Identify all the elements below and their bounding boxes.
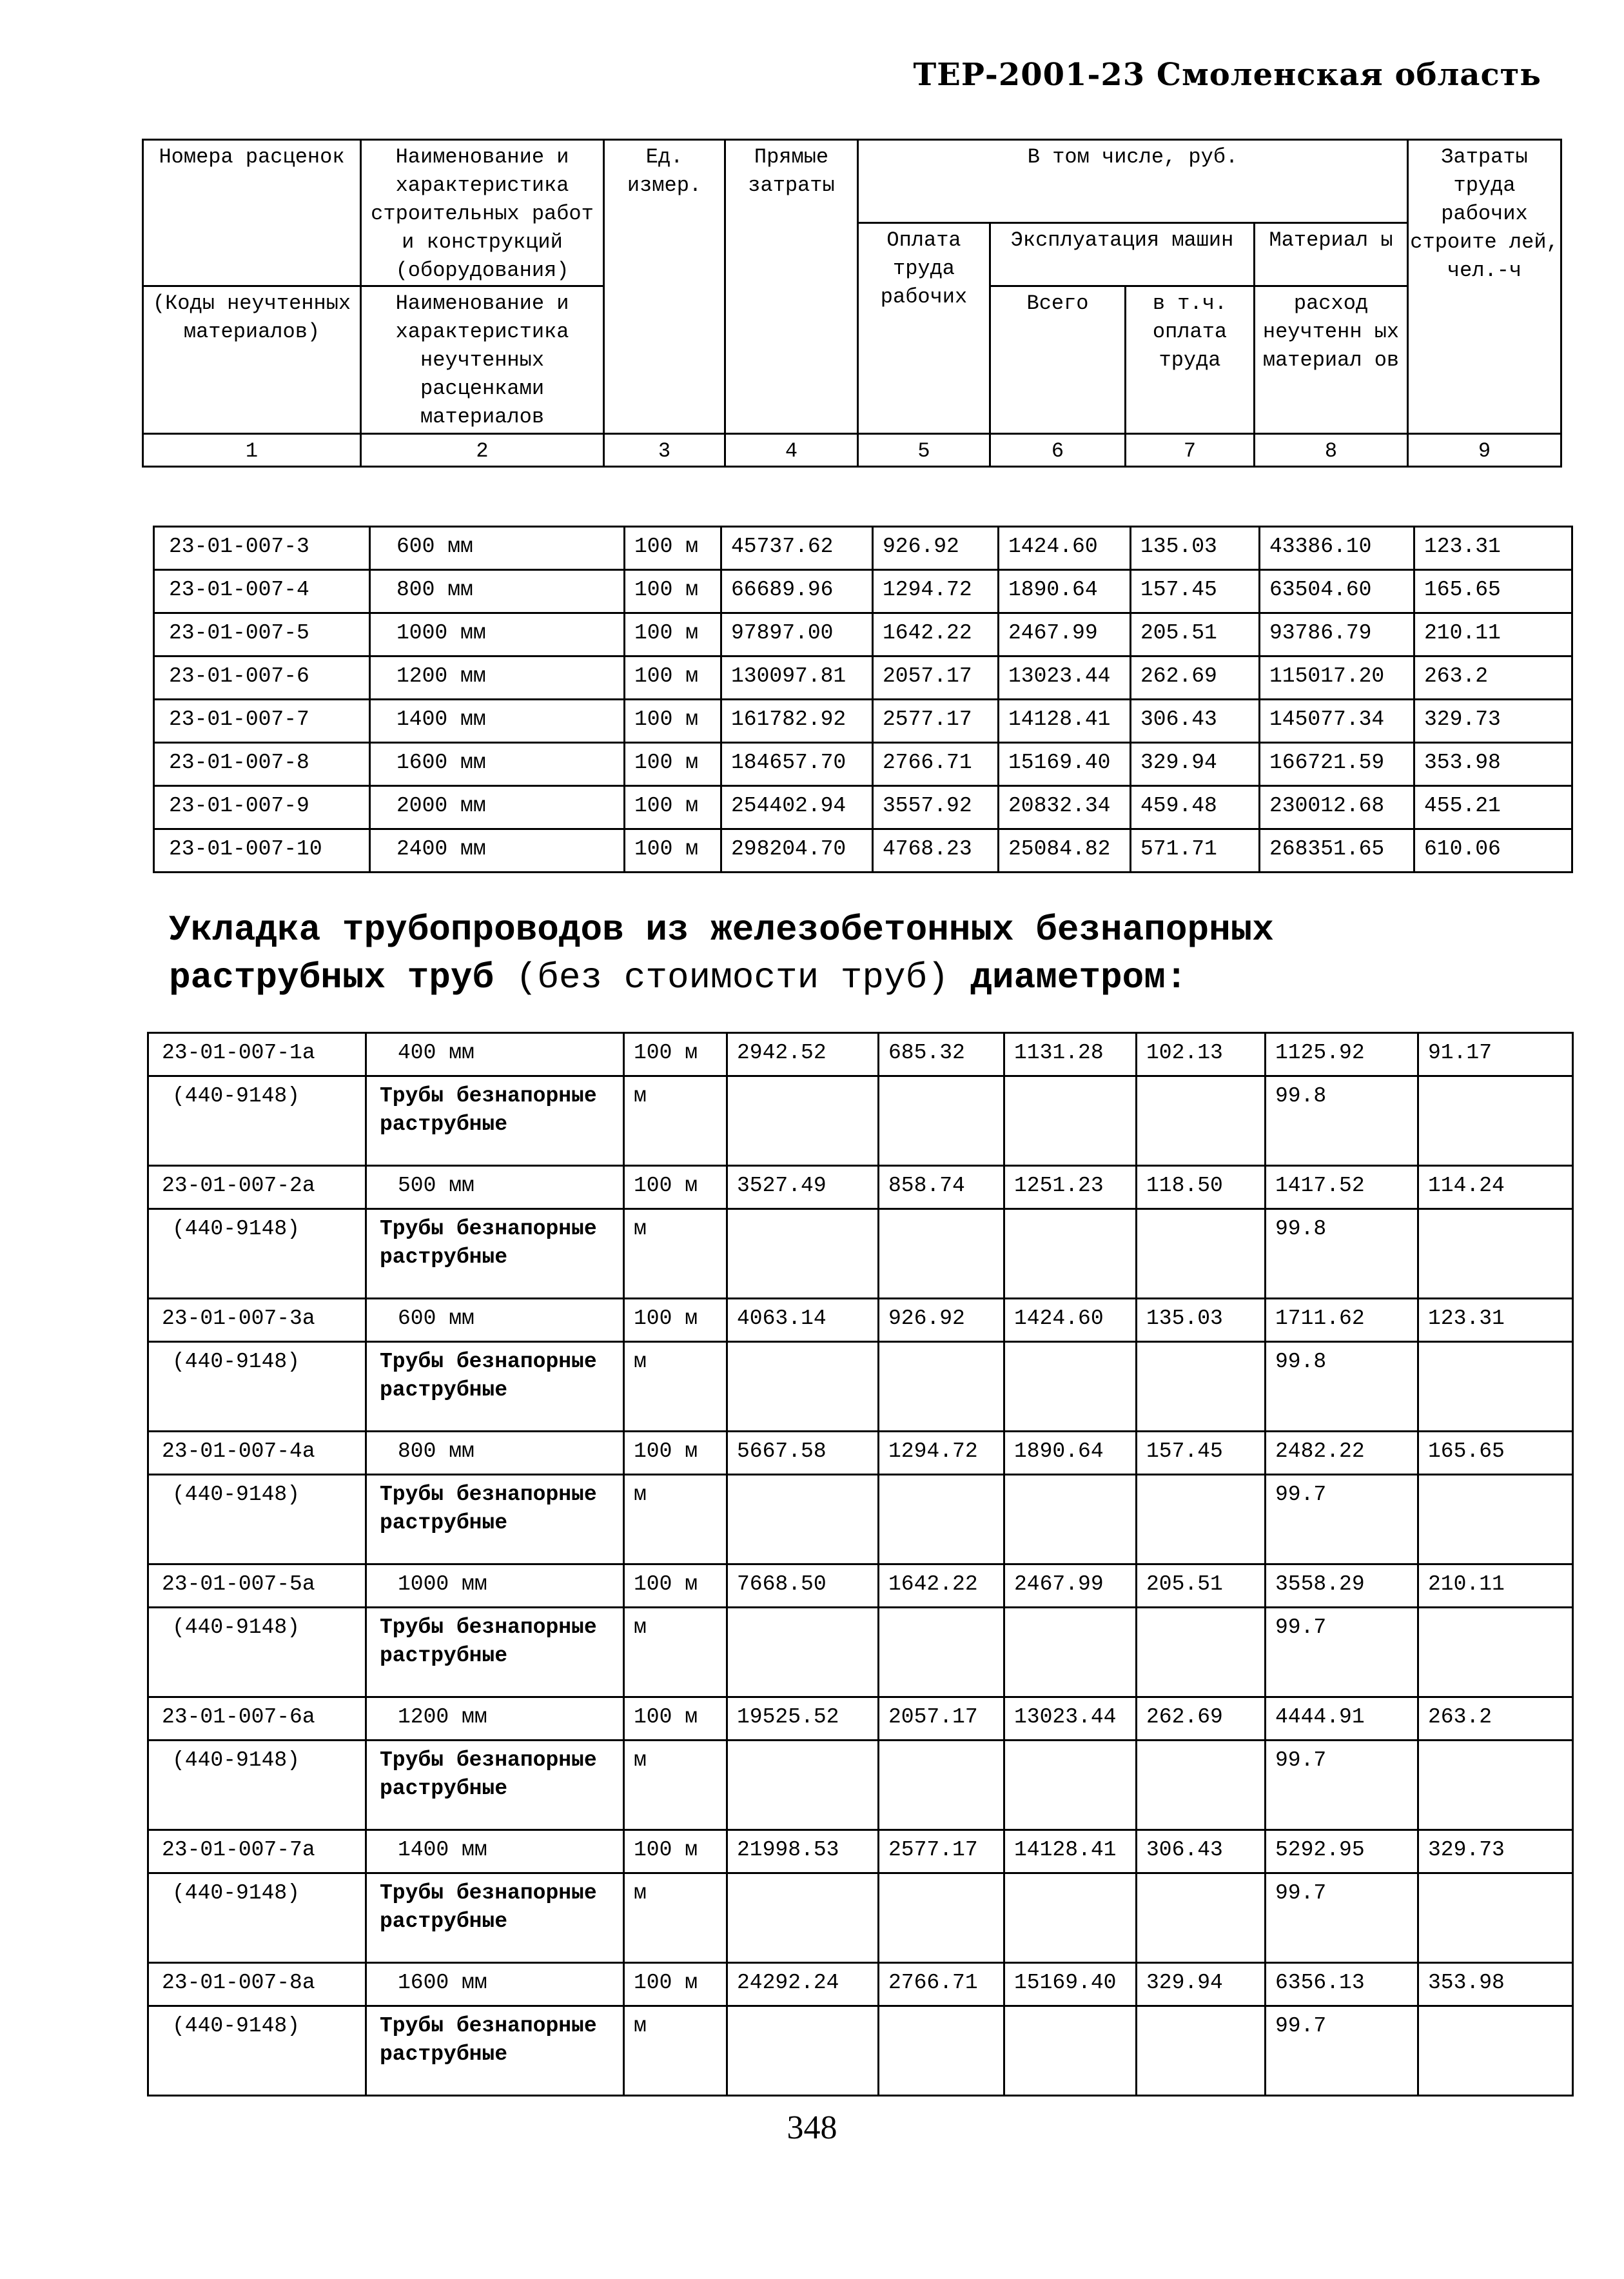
table-cell: 13023.44 xyxy=(1004,1697,1137,1741)
table-cell: 353.98 xyxy=(1418,1963,1573,2006)
table-cell: 97897.00 xyxy=(721,613,873,656)
table-cell: 800 мм xyxy=(366,1432,624,1475)
table-cell: 93786.79 xyxy=(1260,613,1414,656)
table-row xyxy=(148,1697,1573,1741)
table-cell: Трубы безнапорные раструбные xyxy=(366,1873,624,1963)
table-cell: 1131.28 xyxy=(1004,1033,1137,1076)
table-cell: 2467.99 xyxy=(999,613,1131,656)
page-number: 348 xyxy=(787,2109,837,2146)
table-cell: 4063.14 xyxy=(727,1299,879,1342)
table-cell: 353.98 xyxy=(1414,743,1572,786)
table-cell: 24292.24 xyxy=(727,1963,879,2006)
table-cell: 2000 мм xyxy=(370,786,625,829)
table-cell: 610.06 xyxy=(1414,829,1572,873)
table-cell: 118.50 xyxy=(1137,1166,1266,1209)
table-cell: 329.73 xyxy=(1418,1830,1573,1873)
table-cell: 329.94 xyxy=(1131,743,1260,786)
material-row xyxy=(148,1209,1573,1299)
table-row xyxy=(154,613,1572,656)
table-cell: 400 мм xyxy=(366,1033,624,1076)
table-cell: 21998.53 xyxy=(727,1830,879,1873)
table-cell: 23-01-007-4 xyxy=(154,570,370,613)
table-cell: 230012.68 xyxy=(1260,786,1414,829)
table-cell: 1600 мм xyxy=(366,1963,624,2006)
table-cell: 1125.92 xyxy=(1266,1033,1418,1076)
material-row xyxy=(148,1873,1573,1963)
table-cell xyxy=(879,1209,1004,1299)
table-cell xyxy=(727,1342,879,1432)
table-cell: 2942.52 xyxy=(727,1033,879,1076)
table-cell xyxy=(727,1873,879,1963)
table-cell: 210.11 xyxy=(1418,1564,1573,1608)
header-name-sub: Наименование и характеристика неучтенных расценками материалов xyxy=(361,286,604,434)
table-cell: 1642.22 xyxy=(879,1564,1004,1608)
table-cell: 1000 мм xyxy=(366,1564,624,1608)
table-cell xyxy=(1137,1342,1266,1432)
table-cell: 571.71 xyxy=(1131,829,1260,873)
table-cell: м xyxy=(624,1475,727,1564)
table-row xyxy=(154,527,1572,570)
table-cell xyxy=(1137,1475,1266,1564)
table-cell: 123.31 xyxy=(1418,1299,1573,1342)
section-title-line2-bold: раструбных труб xyxy=(169,957,494,998)
header-labor-pay: Оплата труда рабочих xyxy=(858,223,990,434)
table-cell xyxy=(1418,1209,1573,1299)
table-cell: 23-01-007-5 xyxy=(154,613,370,656)
header-codes: Номера расценок xyxy=(143,140,361,286)
table-cell: 100 м xyxy=(624,1564,727,1608)
table-cell: 329.94 xyxy=(1137,1963,1266,2006)
table-cell: 23-01-007-10 xyxy=(154,829,370,873)
table-cell: 3557.92 xyxy=(873,786,999,829)
table-cell: (440-9148) xyxy=(148,1475,366,1564)
table-cell: 100 м xyxy=(624,1299,727,1342)
table-cell: (440-9148) xyxy=(148,1342,366,1432)
table-cell xyxy=(1004,1076,1137,1166)
table-cell: 1200 мм xyxy=(366,1697,624,1741)
table-cell: 100 м xyxy=(625,743,721,786)
table-cell: 166721.59 xyxy=(1260,743,1414,786)
table-cell: 23-01-007-9 xyxy=(154,786,370,829)
table-cell: 135.03 xyxy=(1131,527,1260,570)
table-cell: 13023.44 xyxy=(999,656,1131,700)
table-cell: 306.43 xyxy=(1137,1830,1266,1873)
header-materials: Материал ы xyxy=(1255,223,1408,286)
table-cell: 100 м xyxy=(625,786,721,829)
table-cell: 23-01-007-6 xyxy=(154,656,370,700)
table-cell: 25084.82 xyxy=(999,829,1131,873)
table-row xyxy=(148,1830,1573,1873)
table-cell: 100 м xyxy=(624,1697,727,1741)
table-cell: 23-01-007-4а xyxy=(148,1432,366,1475)
table-cell: 926.92 xyxy=(879,1299,1004,1342)
table-cell: 23-01-007-7а xyxy=(148,1830,366,1873)
header-number-cell: 2 xyxy=(361,434,604,467)
header-number-cell: 4 xyxy=(725,434,858,467)
table-cell: 205.51 xyxy=(1137,1564,1266,1608)
table-cell: 100 м xyxy=(625,527,721,570)
table-cell xyxy=(1418,1608,1573,1697)
table-cell xyxy=(727,1076,879,1166)
table-cell: 1400 мм xyxy=(370,700,625,743)
table-cell: 1251.23 xyxy=(1004,1166,1137,1209)
table-cell: 306.43 xyxy=(1131,700,1260,743)
table-cell xyxy=(879,1608,1004,1697)
table-cell: 99.7 xyxy=(1266,1741,1418,1830)
table-cell: 1000 мм xyxy=(370,613,625,656)
header-name: Наименование и характеристика строительных работ и конструкций (оборудования) xyxy=(361,140,604,286)
header-machines-total: Всего xyxy=(990,286,1126,434)
table-cell: 2057.17 xyxy=(879,1697,1004,1741)
table-cell: 14128.41 xyxy=(1004,1830,1137,1873)
table-cell: 2766.71 xyxy=(873,743,999,786)
table-row xyxy=(148,1963,1573,2006)
table-cell xyxy=(1137,1076,1266,1166)
table-cell: 2482.22 xyxy=(1266,1432,1418,1475)
table-cell: м xyxy=(624,1873,727,1963)
table-cell xyxy=(1137,1873,1266,1963)
table-cell: 91.17 xyxy=(1418,1033,1573,1076)
table-cell: 123.31 xyxy=(1414,527,1572,570)
table-cell: 114.24 xyxy=(1418,1166,1573,1209)
table-cell: 43386.10 xyxy=(1260,527,1414,570)
table-cell: 100 м xyxy=(624,1830,727,1873)
table-cell: 1424.60 xyxy=(1004,1299,1137,1342)
table-cell: 600 мм xyxy=(366,1299,624,1342)
table-cell xyxy=(727,1741,879,1830)
table-cell: Трубы безнапорные раструбные xyxy=(366,2006,624,2096)
table-cell: м xyxy=(624,2006,727,2096)
table-cell: 99.7 xyxy=(1266,1608,1418,1697)
table-cell: 4444.91 xyxy=(1266,1697,1418,1741)
table-cell: 1400 мм xyxy=(366,1830,624,1873)
header-unit: Ед. измер. xyxy=(604,140,725,434)
table-row xyxy=(154,786,1572,829)
table-cell: 2766.71 xyxy=(879,1963,1004,2006)
header-including: В том числе, руб. xyxy=(858,140,1408,223)
table-cell xyxy=(727,1209,879,1299)
material-row xyxy=(148,1741,1573,1830)
table-cell xyxy=(879,1342,1004,1432)
table-cell: 15169.40 xyxy=(1004,1963,1137,2006)
table-cell: 23-01-007-8 xyxy=(154,743,370,786)
table-row xyxy=(148,1432,1573,1475)
table-cell xyxy=(1137,1608,1266,1697)
table-cell: Трубы безнапорные раструбные xyxy=(366,1475,624,1564)
table-cell xyxy=(727,1608,879,1697)
table-cell: м xyxy=(624,1209,727,1299)
header-number-cell: 9 xyxy=(1408,434,1561,467)
table-row xyxy=(154,829,1572,873)
table-cell: 165.65 xyxy=(1414,570,1572,613)
table-cell: 1642.22 xyxy=(873,613,999,656)
table-cell: 15169.40 xyxy=(999,743,1131,786)
table-cell: 2577.17 xyxy=(873,700,999,743)
table-cell: 6356.13 xyxy=(1266,1963,1418,2006)
material-row xyxy=(148,1076,1573,1166)
table-cell: 165.65 xyxy=(1418,1432,1573,1475)
table-cell: Трубы безнапорные раструбные xyxy=(366,1741,624,1830)
table-cell: 262.69 xyxy=(1131,656,1260,700)
table-cell: 459.48 xyxy=(1131,786,1260,829)
table-cell: 1294.72 xyxy=(879,1432,1004,1475)
page-header: ТЕР-2001-23 Смоленская область xyxy=(913,57,1541,93)
header-codes-sub: (Коды неучтенных материалов) xyxy=(143,286,361,434)
table-cell: 23-01-007-8а xyxy=(148,1963,366,2006)
table-cell xyxy=(879,1873,1004,1963)
table-cell: 1890.64 xyxy=(1004,1432,1137,1475)
table-row xyxy=(154,570,1572,613)
table-cell: м xyxy=(624,1741,727,1830)
header-number-cell: 6 xyxy=(990,434,1126,467)
table-row xyxy=(148,1166,1573,1209)
table-row xyxy=(148,1299,1573,1342)
table-cell: 263.2 xyxy=(1414,656,1572,700)
table-cell: 2057.17 xyxy=(873,656,999,700)
table-cell: 100 м xyxy=(625,656,721,700)
table-row xyxy=(148,1564,1573,1608)
table-cell: 2467.99 xyxy=(1004,1564,1137,1608)
table-cell: м xyxy=(624,1076,727,1166)
table-row xyxy=(154,700,1572,743)
table-cell: 100 м xyxy=(625,700,721,743)
table-cell xyxy=(1418,1873,1573,1963)
table-cell: 99.8 xyxy=(1266,1076,1418,1166)
table-cell: 161782.92 xyxy=(721,700,873,743)
table-row xyxy=(148,1033,1573,1076)
table-cell: (440-9148) xyxy=(148,1608,366,1697)
section-title xyxy=(169,906,1274,1001)
table-cell: 23-01-007-6а xyxy=(148,1697,366,1741)
table-cell: 135.03 xyxy=(1137,1299,1266,1342)
table-cell: 263.2 xyxy=(1418,1697,1573,1741)
table-cell: 23-01-007-2а xyxy=(148,1166,366,1209)
table-cell xyxy=(879,1741,1004,1830)
table-cell: 157.45 xyxy=(1131,570,1260,613)
table-cell xyxy=(1418,2006,1573,2096)
table-cell: (440-9148) xyxy=(148,1076,366,1166)
table-cell: (440-9148) xyxy=(148,2006,366,2096)
table-cell: (440-9148) xyxy=(148,1873,366,1963)
table-cell: 14128.41 xyxy=(999,700,1131,743)
table-cell: 66689.96 xyxy=(721,570,873,613)
header-number-row xyxy=(143,434,1561,467)
table-cell: 23-01-007-1а xyxy=(148,1033,366,1076)
table-cell: 7668.50 xyxy=(727,1564,879,1608)
header-number-cell: 8 xyxy=(1255,434,1408,467)
table-cell: 3558.29 xyxy=(1266,1564,1418,1608)
table-cell: 455.21 xyxy=(1414,786,1572,829)
table-cell: 5292.95 xyxy=(1266,1830,1418,1873)
table-cell xyxy=(1004,1475,1137,1564)
table-cell: 99.8 xyxy=(1266,1209,1418,1299)
table-cell xyxy=(1137,1741,1266,1830)
table-cell: м xyxy=(624,1608,727,1697)
table-cell: 685.32 xyxy=(879,1033,1004,1076)
table-cell: Трубы безнапорные раструбные xyxy=(366,1608,624,1697)
table-cell xyxy=(1418,1076,1573,1166)
table-cell: 23-01-007-5а xyxy=(148,1564,366,1608)
table-cell: 4768.23 xyxy=(873,829,999,873)
table-row xyxy=(154,656,1572,700)
table-cell: 1890.64 xyxy=(999,570,1131,613)
table-cell: 23-01-007-3 xyxy=(154,527,370,570)
price-table-2 xyxy=(147,1032,1574,2096)
table-cell: 3527.49 xyxy=(727,1166,879,1209)
table-cell: 100 м xyxy=(624,1432,727,1475)
table-cell: 100 м xyxy=(624,1033,727,1076)
column-header-table xyxy=(142,139,1562,468)
table-row xyxy=(154,743,1572,786)
table-cell: 268351.65 xyxy=(1260,829,1414,873)
table-cell xyxy=(1004,1608,1137,1697)
table-cell: 205.51 xyxy=(1131,613,1260,656)
table-cell xyxy=(1004,1741,1137,1830)
table-cell: 600 мм xyxy=(370,527,625,570)
table-cell xyxy=(1137,1209,1266,1299)
table-cell xyxy=(879,1076,1004,1166)
table-cell: 145077.34 xyxy=(1260,700,1414,743)
table-cell xyxy=(879,2006,1004,2096)
table-cell: 298204.70 xyxy=(721,829,873,873)
table-cell: 800 мм xyxy=(370,570,625,613)
table-cell: 926.92 xyxy=(873,527,999,570)
table-cell: 63504.60 xyxy=(1260,570,1414,613)
header-number-cell: 1 xyxy=(143,434,361,467)
table-cell xyxy=(1418,1475,1573,1564)
table-cell: 157.45 xyxy=(1137,1432,1266,1475)
table-cell: 500 мм xyxy=(366,1166,624,1209)
table-cell: 254402.94 xyxy=(721,786,873,829)
table-cell: 1294.72 xyxy=(873,570,999,613)
table-cell: 210.11 xyxy=(1414,613,1572,656)
header-direct-costs: Прямые затраты xyxy=(725,140,858,434)
table-cell: 99.8 xyxy=(1266,1342,1418,1432)
table-cell: Трубы безнапорные раструбные xyxy=(366,1342,624,1432)
section-title-line1: Укладка трубопроводов из железобетонных безнапорных xyxy=(169,909,1274,951)
material-row xyxy=(148,1342,1573,1432)
table-cell: 329.73 xyxy=(1414,700,1572,743)
table-cell: 1424.60 xyxy=(999,527,1131,570)
table-cell: Трубы безнапорные раструбные xyxy=(366,1209,624,1299)
table-cell: 100 м xyxy=(624,1166,727,1209)
table-cell: 2400 мм xyxy=(370,829,625,873)
table-cell: 100 м xyxy=(625,570,721,613)
material-row xyxy=(148,1608,1573,1697)
table-cell: 23-01-007-3а xyxy=(148,1299,366,1342)
table-cell: 100 м xyxy=(625,613,721,656)
table-cell xyxy=(727,1475,879,1564)
table-cell xyxy=(1004,1873,1137,1963)
table-cell: (440-9148) xyxy=(148,1209,366,1299)
table-cell xyxy=(727,2006,879,2096)
table-cell: 184657.70 xyxy=(721,743,873,786)
table-cell: 1417.52 xyxy=(1266,1166,1418,1209)
section-title-line2-normal: (без стоимости труб) xyxy=(494,957,971,998)
material-row xyxy=(148,1475,1573,1564)
table-cell: 130097.81 xyxy=(721,656,873,700)
table-cell: м xyxy=(624,1342,727,1432)
header-number-cell: 3 xyxy=(604,434,725,467)
price-table-1 xyxy=(153,526,1573,873)
table-cell: 102.13 xyxy=(1137,1033,1266,1076)
table-cell: 99.7 xyxy=(1266,1475,1418,1564)
table-cell: (440-9148) xyxy=(148,1741,366,1830)
table-cell xyxy=(1004,1342,1137,1432)
table-cell xyxy=(1418,1342,1573,1432)
table-cell: 99.7 xyxy=(1266,2006,1418,2096)
table-cell: 115017.20 xyxy=(1260,656,1414,700)
table-cell xyxy=(1004,2006,1137,2096)
header-number-cell: 5 xyxy=(858,434,990,467)
header-worker-hours: Затраты труда рабочих строите лей, чел.-ч xyxy=(1408,140,1561,434)
table-cell xyxy=(1004,1209,1137,1299)
material-row xyxy=(148,2006,1573,2096)
table-cell: 2577.17 xyxy=(879,1830,1004,1873)
table-cell: 100 м xyxy=(625,829,721,873)
table-cell xyxy=(879,1475,1004,1564)
table-cell: 100 м xyxy=(624,1963,727,2006)
header-materials-sub: расход неучтенн ых материал ов xyxy=(1255,286,1408,434)
table-cell: 20832.34 xyxy=(999,786,1131,829)
header-machines: Эксплуатация машин xyxy=(990,223,1255,286)
table-cell: 1711.62 xyxy=(1266,1299,1418,1342)
table-cell: 19525.52 xyxy=(727,1697,879,1741)
table-cell: 5667.58 xyxy=(727,1432,879,1475)
table-cell: 45737.62 xyxy=(721,527,873,570)
table-cell: 262.69 xyxy=(1137,1697,1266,1741)
header-number-cell: 7 xyxy=(1126,434,1255,467)
table-cell xyxy=(1137,2006,1266,2096)
table-cell: 23-01-007-7 xyxy=(154,700,370,743)
table-cell: 858.74 xyxy=(879,1166,1004,1209)
table-cell xyxy=(1418,1741,1573,1830)
table-cell: Трубы безнапорные раструбные xyxy=(366,1076,624,1166)
table-cell: 1600 мм xyxy=(370,743,625,786)
section-title-line2-end: диаметром: xyxy=(970,957,1188,998)
table-cell: 99.7 xyxy=(1266,1873,1418,1963)
header-machines-labor: в т.ч. оплата труда xyxy=(1126,286,1255,434)
table-cell: 1200 мм xyxy=(370,656,625,700)
